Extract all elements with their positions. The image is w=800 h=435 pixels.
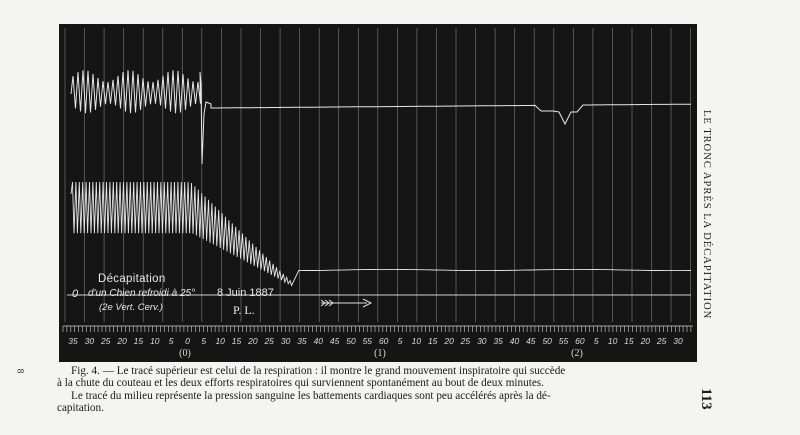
time-tick-label: 10 (215, 336, 225, 346)
initials-label: P. L. (233, 303, 255, 317)
time-tick-label: 15 (624, 336, 634, 346)
time-tick-label: 10 (607, 336, 618, 346)
respiration-trace (71, 70, 691, 164)
blood-pressure-trace (71, 182, 691, 286)
time-tick-label: 20 (640, 336, 651, 346)
time-tick-label: 45 (526, 336, 536, 346)
time-tick-label: 25 (100, 336, 111, 346)
caption-line-2: à la chute du couteau et les deux efforts respiratoires qui surviennent spontanément au bout de deux minutes. (57, 377, 544, 390)
time-tick-label: 10 (411, 336, 422, 346)
time-tick-label: 40 (509, 336, 520, 346)
time-tick-label: 40 (313, 336, 324, 346)
time-tick-label: 35 (68, 336, 78, 346)
caption-line-4: capitation. (57, 402, 104, 415)
time-tick-label: 60 (575, 336, 585, 346)
time-tick-label: 60 (378, 336, 389, 346)
time-tick-label: 15 (231, 336, 242, 346)
time-tick-label: 5 (168, 336, 174, 346)
time-tick-label: 55 (362, 336, 373, 346)
running-head: LE TRONC APRÈS LA DÉCAPITATION (701, 110, 712, 320)
time-tick-label: 30 (84, 336, 95, 346)
time-tick-label: 35 (493, 336, 503, 346)
caption-line-3: Le tracé du milieu représente la pression sanguine les battements cardiaques sont peu accélérés après la dé- (71, 389, 551, 402)
time-tick-label: 5 (201, 336, 207, 346)
segment-label-1: (1) (374, 348, 386, 359)
time-tick-label: 15 (427, 336, 438, 346)
segment-label-2: (2) (571, 348, 583, 359)
time-tick-label: 0 (185, 336, 190, 346)
time-tick-label: 45 (329, 336, 340, 346)
subject-label: d'un Chien refroidi à 25° (88, 288, 196, 299)
time-tick-label: 25 (656, 336, 667, 346)
time-tick-label: 50 (542, 336, 552, 346)
figure-plate (59, 24, 697, 362)
margin-mark: 8 (15, 368, 26, 374)
time-tick-label: 25 (264, 336, 274, 346)
page-number: 113 (698, 388, 714, 410)
time-scale-ruler (63, 326, 693, 332)
time-tick-label: 5 (593, 336, 599, 346)
time-tick-label: 30 (673, 336, 683, 346)
time-tick-label: 10 (150, 336, 160, 346)
time-tick-label: 5 (397, 336, 403, 346)
time-tick-label: 25 (460, 336, 471, 346)
time-tick-label: 20 (117, 336, 127, 346)
time-tick-label: 30 (477, 336, 487, 346)
time-tick-label: 15 (133, 336, 144, 346)
time-tick-label: 55 (558, 336, 569, 346)
time-tick-label: 35 (297, 336, 307, 346)
zero-marker: 0 (72, 288, 79, 300)
time-tick-label: 20 (444, 336, 454, 346)
time-tick-label: 20 (248, 336, 258, 346)
date-label: 8 Juin 1887 (217, 287, 274, 299)
segment-label-0: (0) (179, 348, 191, 359)
time-tick-label: 30 (280, 336, 291, 346)
figure-caption (57, 365, 702, 415)
vertebra-label: (2e Vert. Cerv.) (99, 302, 163, 313)
time-tick-label: 50 (346, 336, 356, 346)
direction-arrow (321, 299, 371, 307)
caption-line-1: Fig. 4. — Le tracé supérieur est celui de la respiration : il montre le grand mouvement inspiratoire qui succède (71, 365, 566, 377)
decapitation-label: Décapitation (98, 273, 166, 285)
